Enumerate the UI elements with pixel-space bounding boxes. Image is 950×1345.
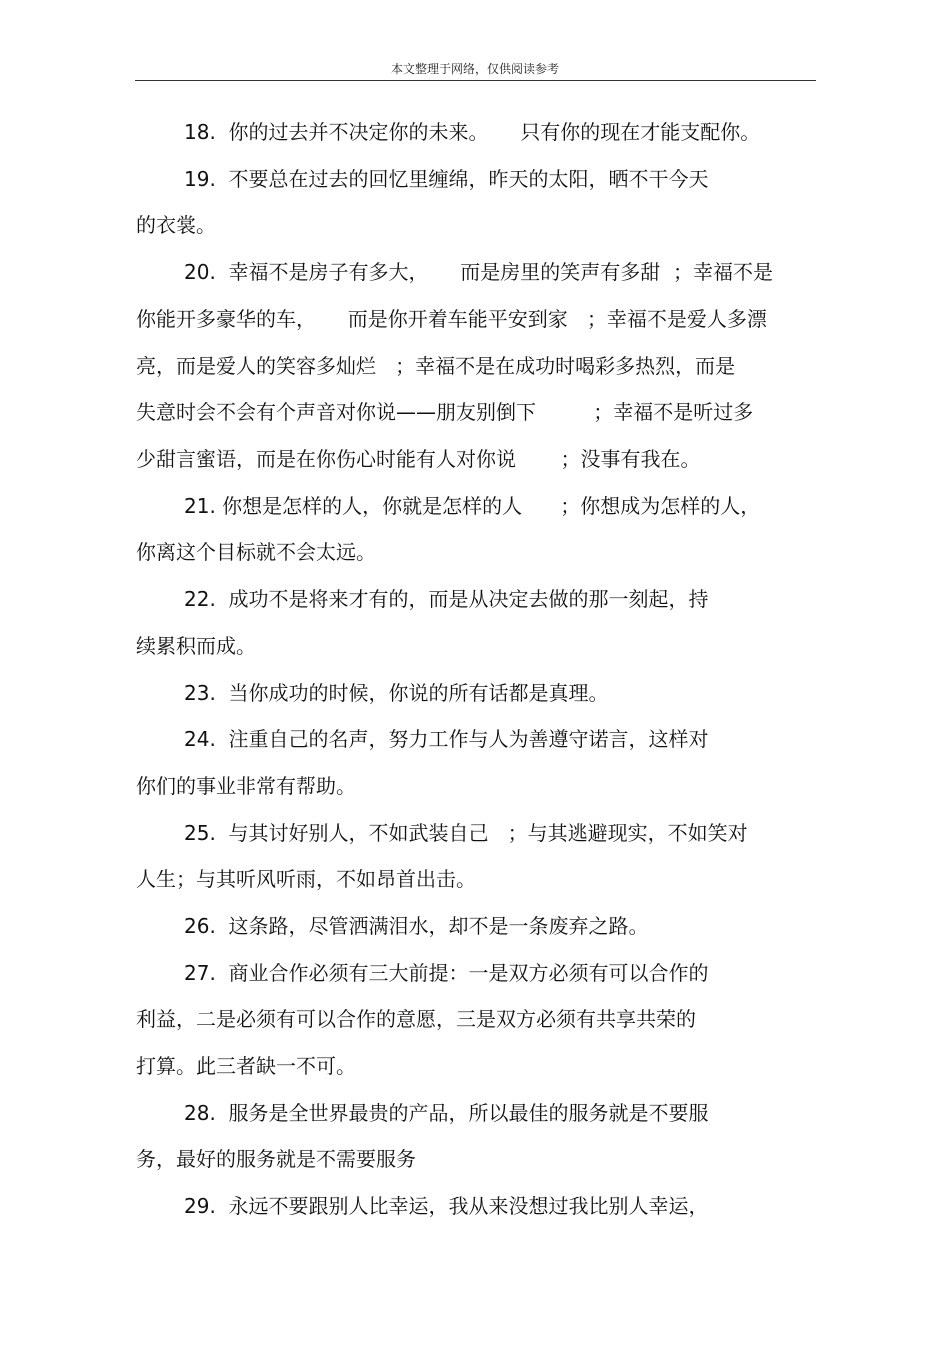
text-line: 少甜言蜜语，而是在你伤心时能有人对你说 ；没事有我在。 (136, 447, 701, 471)
text-line: 你能开多豪华的车， 而是你开着车能平安到家 ；幸福不是爱人多漂 (136, 307, 767, 331)
text-line: 24. 注重自己的名声，努力工作与人为善遵守诺言，这样对 (184, 727, 709, 751)
text-line: 续累积而成。 (136, 634, 256, 658)
text-line: 打算。此三者缺一不可。 (136, 1054, 356, 1078)
text-line: 人生；与其听风听雨，不如昂首出击。 (136, 867, 476, 891)
text-line: 26. 这条路，尽管洒满泪水，却不是一条废弃之路。 (184, 914, 649, 938)
text-line: 20. 幸福不是房子有多大， 而是房里的笑声有多甜 ；幸福不是 (184, 260, 774, 284)
text-line: 你们的事业非常有帮助。 (136, 774, 356, 798)
header-divider (135, 80, 816, 81)
text-line: 28. 服务是全世界最贵的产品，所以最佳的服务就是不要服 (184, 1101, 709, 1125)
text-line: 23. 当你成功的时候，你说的所有话都是真理。 (184, 681, 609, 705)
text-line: 利益，二是必须有可以合作的意愿，三是双方必须有共享共荣的 (136, 1007, 696, 1031)
page-header: 本文整理于网络，仅供阅读参考 (390, 62, 559, 76)
text-line: 19. 不要总在过去的回忆里缠绵，昨天的太阳，晒不干今天 (184, 167, 709, 191)
text-line: 22. 成功不是将来才有的，而是从决定去做的那一刻起，持 (184, 587, 709, 611)
text-line: 亮，而是爱人的笑容多灿烂 ；幸福不是在成功时喝彩多热烈，而是 (136, 354, 736, 378)
text-line: 27. 商业合作必须有三大前提：一是双方必须有可以合作的 (184, 961, 709, 985)
text-line: 你离这个目标就不会太远。 (136, 540, 376, 564)
text-line: 务，最好的服务就是不需要服务 (136, 1147, 416, 1171)
text-line: 18. 你的过去并不决定你的未来。 只有你的现在才能支配你。 (184, 120, 761, 144)
text-line: 失意时会不会有个声音对你说——朋友别倒下 ；幸福不是听过多 (136, 400, 754, 424)
text-line: 的衣裳。 (136, 213, 216, 237)
text-line: 29. 永远不要跟别人比幸运，我从来没想过我比别人幸运， (184, 1194, 709, 1218)
text-line: 21. 你想是怎样的人，你就是怎样的人 ；你想成为怎样的人， (184, 494, 761, 518)
text-line: 25. 与其讨好别人，不如武装自己 ；与其逃避现实，不如笑对 (184, 821, 748, 845)
